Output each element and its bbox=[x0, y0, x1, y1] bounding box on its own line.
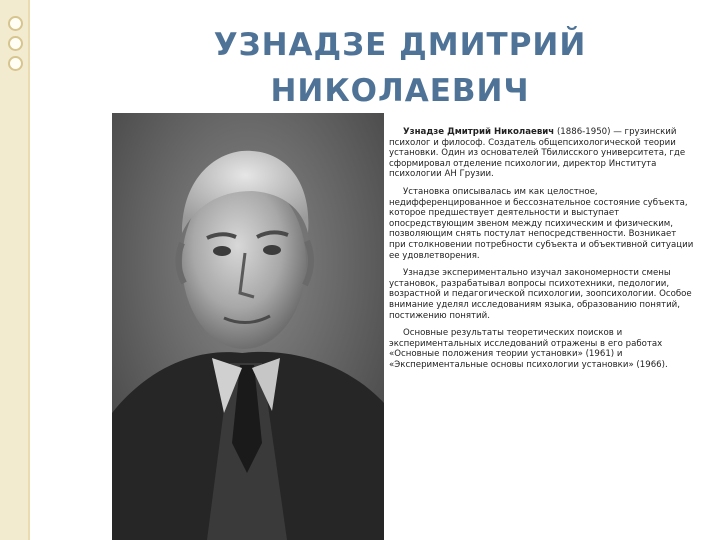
binder-ring-icon bbox=[8, 16, 23, 31]
paragraph-works: Основные результаты теоретических поисков и экспериментальных исследований отражены в его работах «Основные положения теории установки» (1961) и «Экспериментальные основы психологии установки» (1966). bbox=[389, 328, 668, 370]
paragraph-intro bbox=[389, 127, 695, 180]
person-name: Узнадзе Дмитрий Николаевич bbox=[403, 127, 555, 137]
binder-ring-icon bbox=[8, 56, 23, 71]
title-line-1: УЗНАДЗЕ ДМИТРИЙ bbox=[213, 27, 587, 63]
binder-ring-icon bbox=[8, 36, 23, 51]
paragraph-setting-theory: Установка описывалась им как целостное, недифференцированное и бессознательное состояние субъекта, которое предшествует деятельности и выступает опосредствующим звеном между психическим и физическим, позволяющим снять постулат непосредственности. Возникает при столкновении потребности субъекта и объективной ситуации ее удовлетворения. bbox=[389, 186, 694, 261]
side-panel-divider bbox=[28, 0, 30, 540]
paragraph-research: Узнадзе экспериментально изучал закономерности смены установок, разрабатывал вопросы психотехники, педологии, возрастной и педагогической психологии, зоопсихологии. Особое внимание уделял исследованиям языка, образованию понятий, постижению понятий. bbox=[389, 268, 692, 321]
biography-text bbox=[389, 127, 695, 377]
title-line-2: НИКОЛАЕВИЧ bbox=[270, 73, 530, 109]
slide-title bbox=[190, 22, 610, 114]
decorative-side-panel bbox=[0, 0, 28, 540]
portrait-photo bbox=[112, 113, 384, 540]
portrait-drawing bbox=[112, 113, 384, 540]
intro-text: (1886-1950) — грузинский психолог и философ. Создатель общепсихологической теории установки. Один из основателей Тбилисского университета, где сформировал отделение психологии, директор Института психологии АН Грузии. bbox=[389, 127, 686, 180]
